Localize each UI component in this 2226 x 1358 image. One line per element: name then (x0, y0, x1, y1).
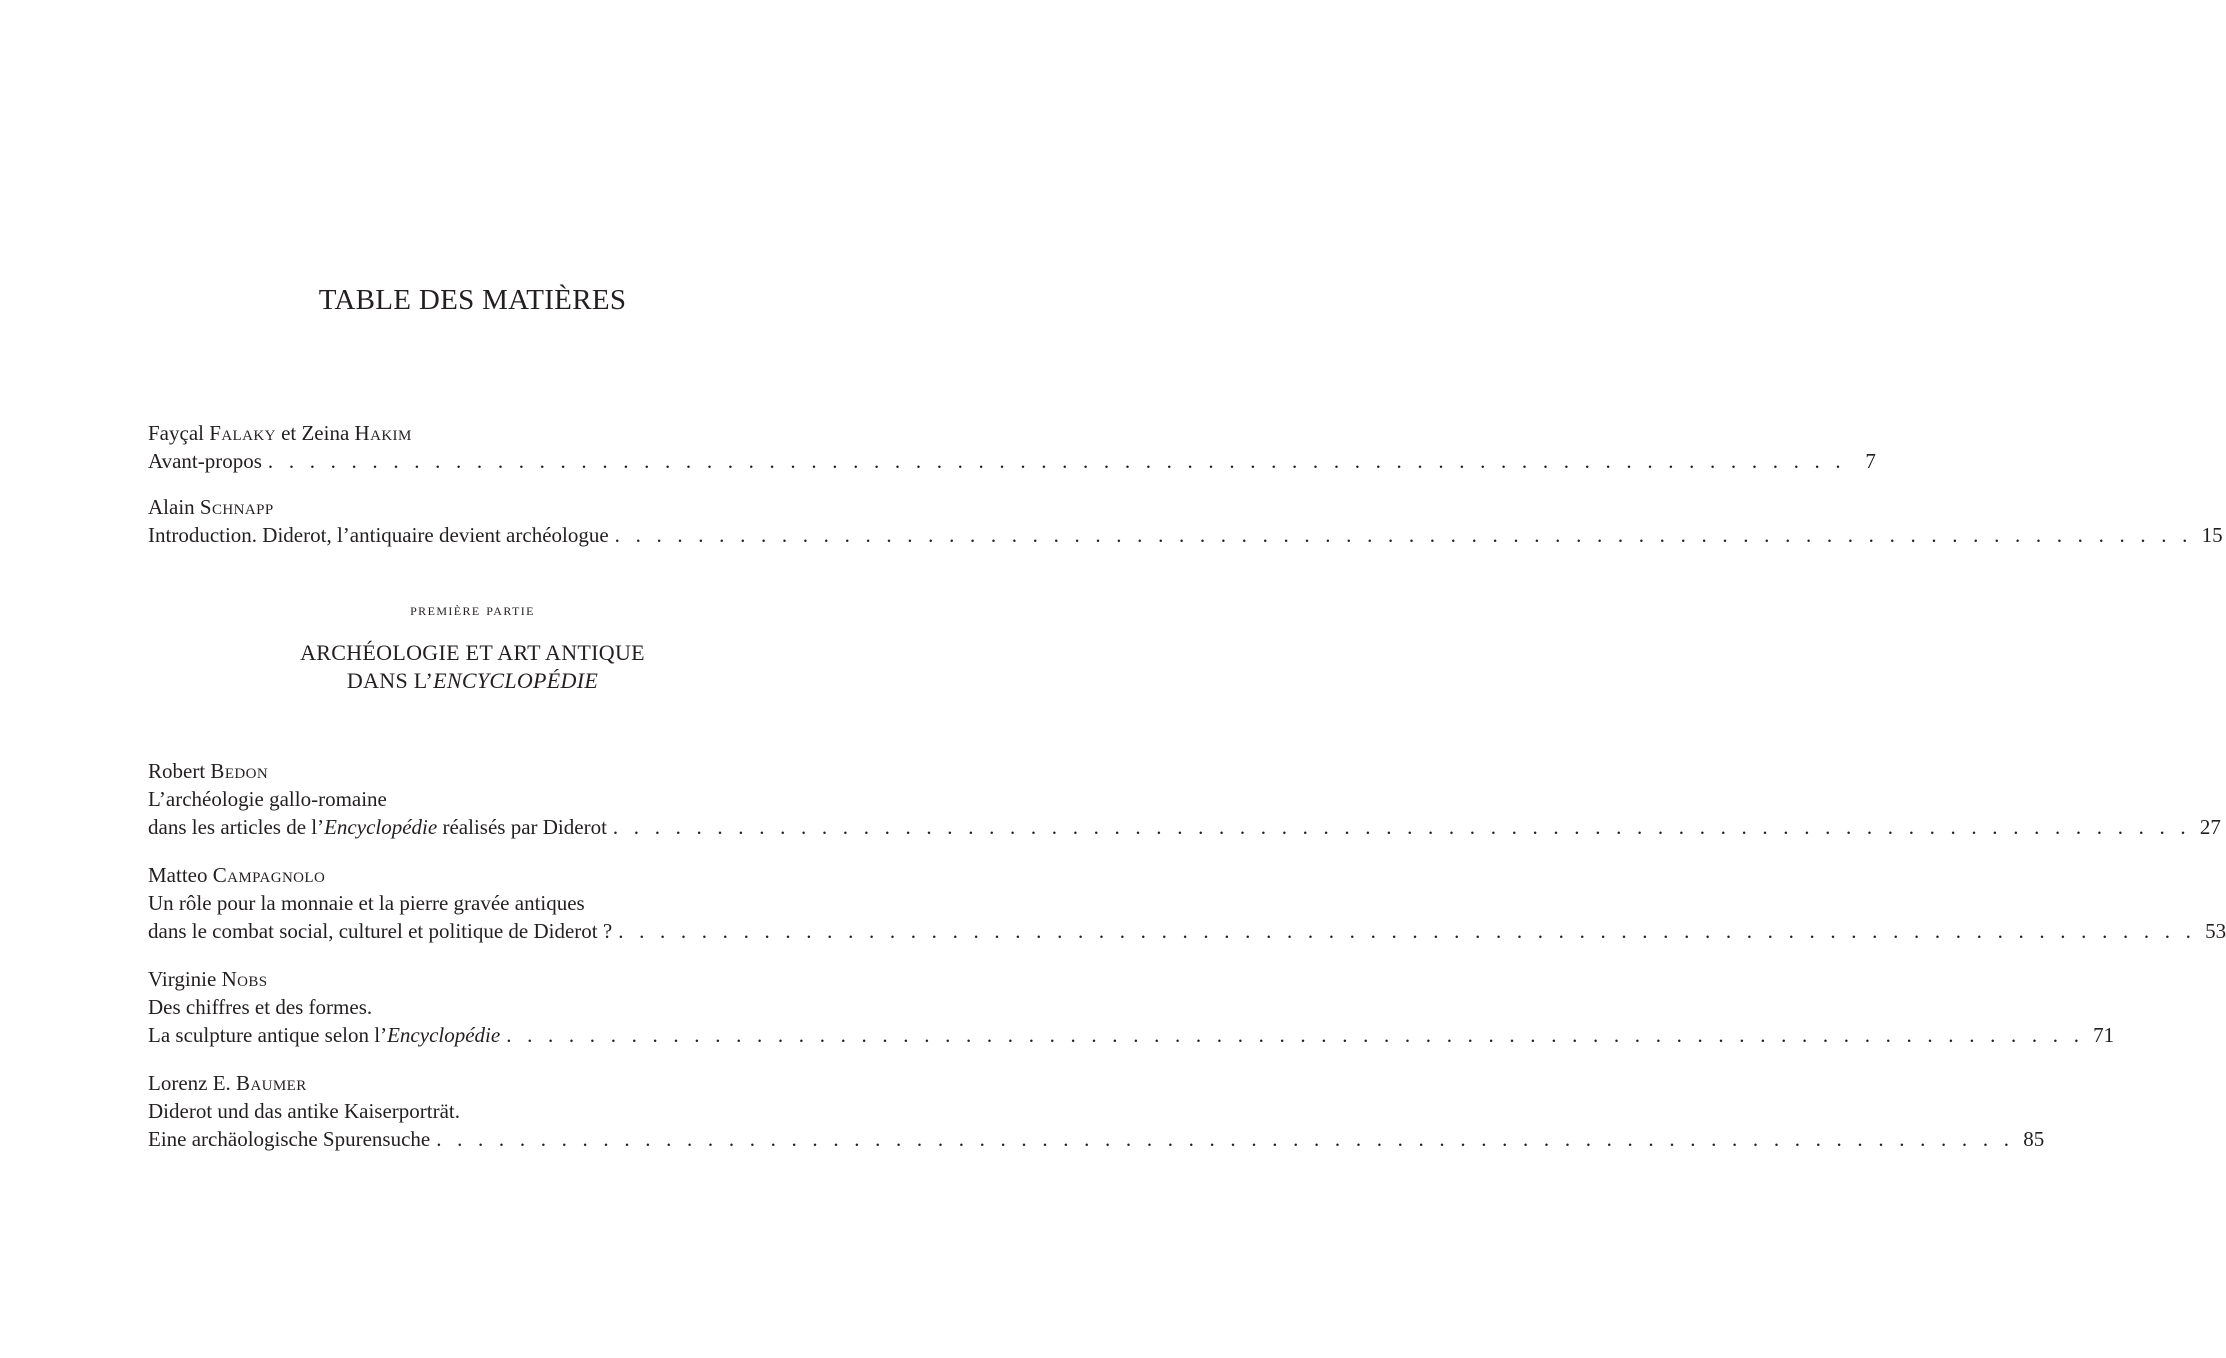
entry-title-line1: Des chiffres et des formes. (148, 995, 373, 1019)
dot-leader: . . . . . . . . . . . . . . . . . . . . . . . . . . . . . . . . . . . . . . . . . . . . . . . . . . . . . . . . . . . . . . . . . . . . . . . . . . . . (436, 1127, 2015, 1151)
entry-title-line2 (148, 1021, 500, 1049)
dot-leader: . . . . . . . . . . . . . . . . . . . . . . . . . . . . . . . . . . . . . . . . . . . . . . . . . . . . . . . . . . . . . . . . . . . . . . . . . . . . (618, 919, 2197, 943)
author-line (148, 757, 796, 785)
author-last-name: Hakim (354, 421, 412, 445)
toc-line[interactable] (148, 917, 2226, 945)
entry-title: Avant-propos (148, 449, 262, 473)
author-joiner: et (281, 421, 297, 445)
page-number: 85 (2023, 1127, 2045, 1151)
author-first-name: Matteo (148, 863, 208, 887)
toc-entry-introduction (148, 493, 2223, 549)
author-last-name: Falaky (209, 421, 276, 445)
author-first-name: Robert (148, 759, 206, 783)
toc-line[interactable] (148, 1021, 2115, 1049)
page-number: 27 (2199, 815, 2221, 839)
page-number: 15 (2201, 523, 2223, 547)
author-last-name: Bedon (210, 759, 269, 783)
entry-title-italic: Encyclopédie (324, 815, 438, 839)
author-first-name: Fayçal (148, 421, 204, 445)
author-first-name: Virginie (148, 967, 217, 991)
entry-title-italic: Encyclopédie (387, 1023, 501, 1047)
toc-line[interactable] (148, 1125, 2045, 1153)
toc-entry-nobs (148, 965, 2115, 1049)
author-last-name: Campagnolo (212, 863, 326, 887)
page-number: 53 (2205, 919, 2226, 943)
entry-title-text: dans les articles de l’ (148, 815, 325, 839)
entry-title-text: réalisés par Diderot (437, 815, 607, 839)
toc-entry-baumer (148, 1069, 2045, 1153)
entry-title-line1: L’archéologie gallo-romaine (148, 787, 387, 811)
author-first-name: Lorenz E. (148, 1071, 231, 1095)
dot-leader: . . . . . . . . . . . . . . . . . . . . . . . . . . . . . . . . . . . . . . . . . . . . . . . . . . . . . . . . . . . . . . . . . . . . . . . . . . . . (612, 815, 2191, 839)
part-title-italic: ENCYCLOPÉDIE (433, 668, 599, 693)
front-entries (148, 419, 2223, 549)
part-title-line2 (0, 667, 945, 695)
author-last-name: Schnapp (199, 495, 274, 519)
part-title-line1: ARCHÉOLOGIE ET ART ANTIQUE (300, 640, 645, 665)
toc-line[interactable] (148, 521, 2223, 549)
entry-title-line2 (148, 813, 607, 841)
toc-entry-campagnolo (148, 861, 2226, 945)
author-last-name: Baumer (236, 1071, 307, 1095)
author-line (148, 1069, 796, 1097)
part-title (0, 639, 945, 695)
part-label: première partie (410, 600, 535, 619)
page-number: 7 (1865, 449, 1876, 473)
author-line (148, 965, 796, 993)
author-line (148, 419, 796, 447)
part-title-prefix: DANS L’ (346, 668, 434, 693)
author-first-name: Zeina (301, 421, 350, 445)
page-number: 71 (2093, 1023, 2115, 1047)
entry-title-line1: Diderot und das antike Kaiserporträt. (148, 1099, 460, 1123)
page-title: TABLE DES MATIÈRES (318, 284, 627, 316)
entry-title-text: La sculpture antique selon l’ (148, 1023, 388, 1047)
toc-line[interactable] (148, 447, 1876, 475)
entry-title-line1: Un rôle pour la monnaie et la pierre gravée antiques (148, 891, 585, 915)
toc-entry-avant-propos (148, 419, 1876, 475)
dot-leader: . . . . . . . . . . . . . . . . . . . . . . . . . . . . . . . . . . . . . . . . . . . . . . . . . . . . . . . . . . . . . . . . . . . . . . . . . . . . (506, 1023, 2085, 1047)
toc-entry-bedon (148, 757, 2221, 841)
entry-title: Introduction. Diderot, l’antiquaire devient archéologue (148, 523, 609, 547)
author-line (148, 493, 796, 521)
dot-leader: . . . . . . . . . . . . . . . . . . . . . . . . . . . . . . . . . . . . . . . . . . . . . . . . . . . . . . . . . . . . . . . . . . . . . . . . . . . . (267, 449, 1846, 473)
toc-line[interactable] (148, 813, 2221, 841)
part-entries (148, 757, 2226, 1153)
author-last-name: Nobs (221, 967, 268, 991)
entry-title-line2: Eine archäologische Spurensuche (148, 1127, 431, 1151)
author-first-name: Alain (148, 495, 195, 519)
entry-title-line2: dans le combat social, culturel et politique de Diderot ? (148, 919, 613, 943)
dot-leader: . . . . . . . . . . . . . . . . . . . . . . . . . . . . . . . . . . . . . . . . . . . . . . . . . . . . . . . . . . . . . . . . . . . . . . . . . . . . (614, 523, 2193, 547)
author-line (148, 861, 796, 889)
